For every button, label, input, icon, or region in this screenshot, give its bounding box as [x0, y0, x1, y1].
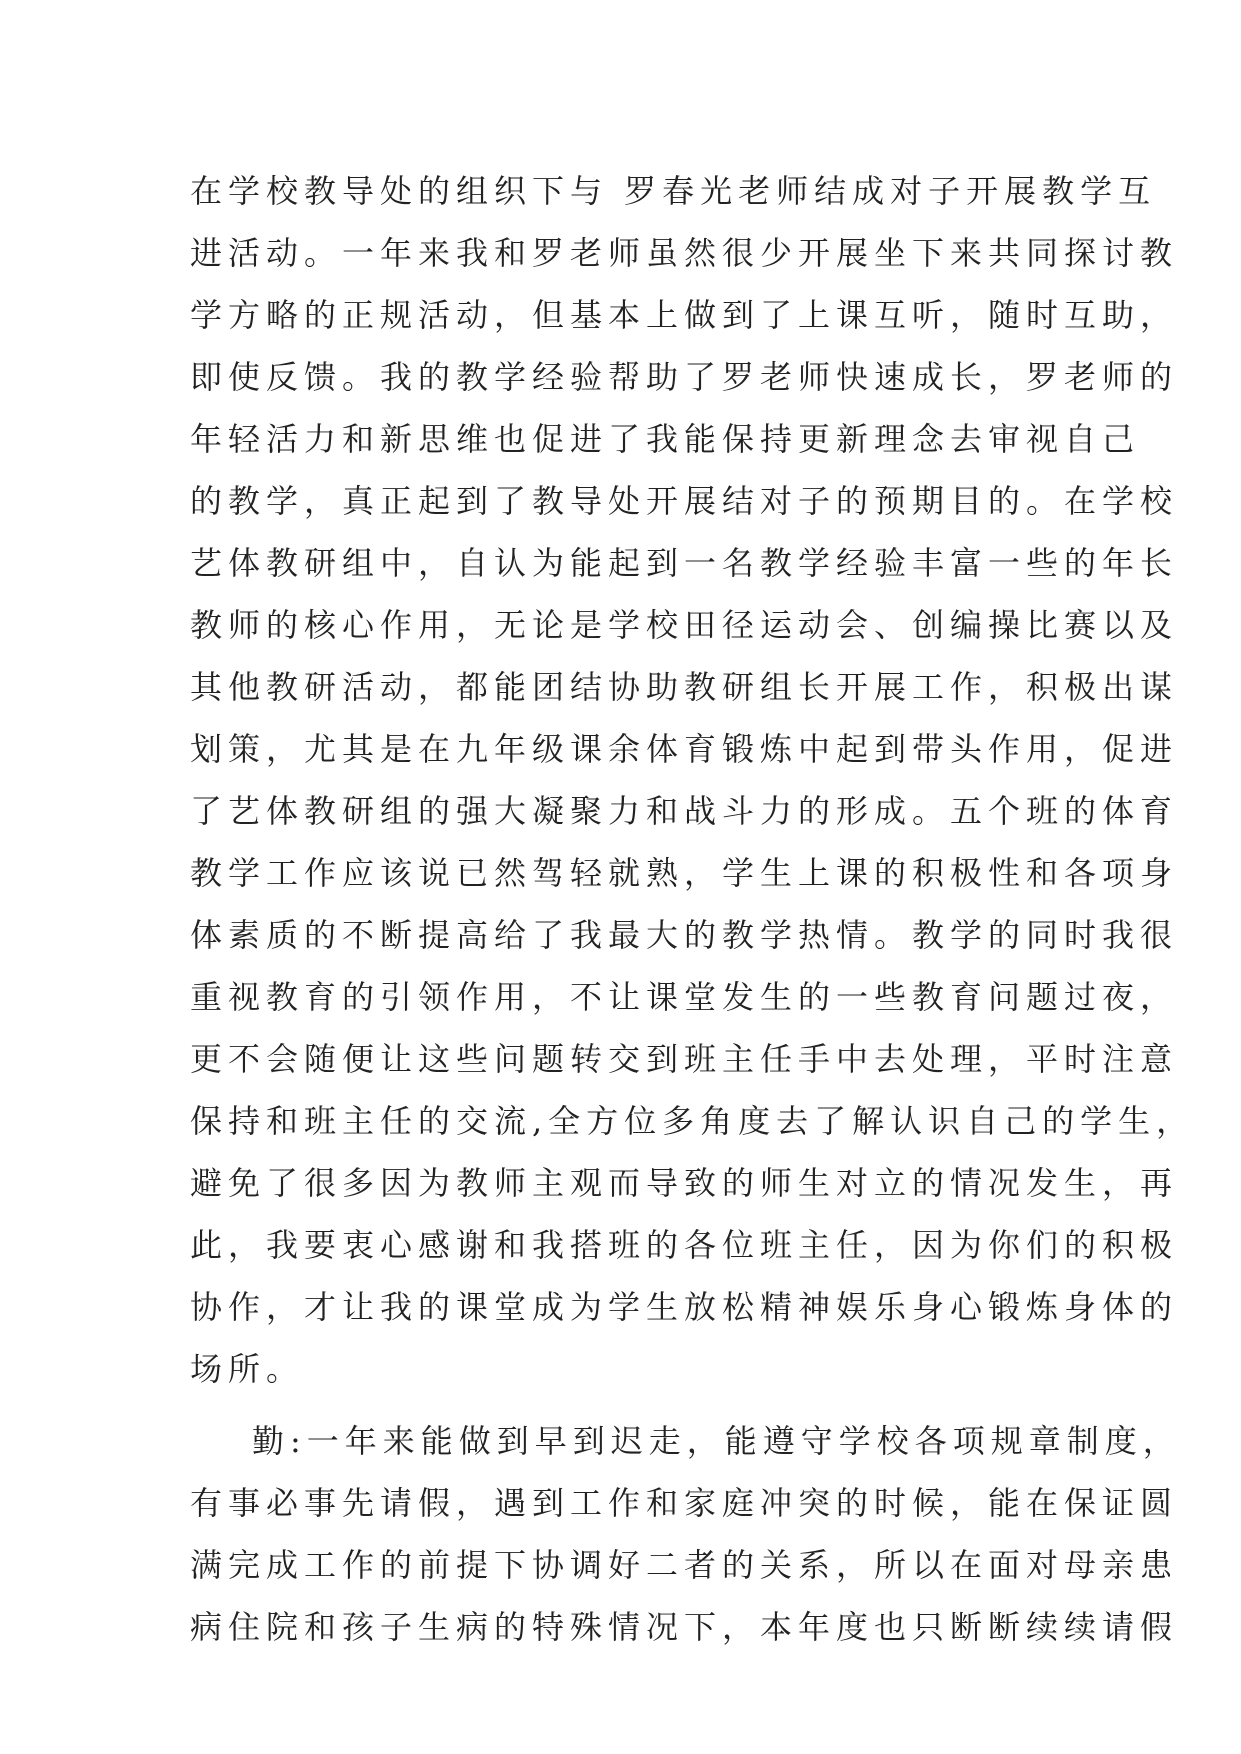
text-line: 教学工作应该说已然驾轻就熟，学生上课的积极性和各项身 — [190, 854, 1179, 892]
text-line: 学方略的正规活动，但基本上做到了上课互听，随时互助， — [190, 296, 1179, 334]
text-line: 进活动。一年来我和罗老师虽然很少开展坐下来共同探讨教 — [190, 234, 1179, 272]
text-line: 艺体教研组中，自认为能起到一名教学经验丰富一些的年长 — [190, 544, 1179, 582]
text-line: 划策，尤其是在九年级课余体育锻炼中起到带头作用，促进 — [190, 730, 1179, 768]
text-line: 更不会随便让这些问题转交到班主任手中去处理，平时注意 — [190, 1040, 1179, 1078]
paragraph-2 — [190, 1410, 1181, 1658]
paragraph-1 — [190, 160, 1195, 1400]
text-line: 场所。 — [190, 1350, 305, 1388]
text-line: 保持和班主任的交流,全方位多角度去了解认识自己的学生， — [190, 1102, 1195, 1140]
text-line: 了艺体教研组的强大凝聚力和战斗力的形成。五个班的体育 — [190, 792, 1179, 830]
text-line: 满完成工作的前提下协调好二者的关系，所以在面对母亲患 — [190, 1546, 1179, 1584]
text-line: 协作，才让我的课堂成为学生放松精神娱乐身心锻炼身体的 — [190, 1288, 1179, 1326]
text-line: 病住院和孩子生病的特殊情况下，本年度也只断断续续请假 — [190, 1608, 1179, 1646]
text-line: 避免了很多因为教师主观而导致的师生对立的情况发生，再 — [190, 1164, 1179, 1202]
text-line: 此，我要衷心感谢和我搭班的各位班主任，因为你们的积极 — [190, 1226, 1179, 1264]
document-body — [190, 160, 1195, 1658]
text-line: 勤:一年来能做到早到迟走，能遵守学校各项规章制度， — [252, 1422, 1181, 1460]
text-line: 年轻活力和新思维也促进了我能保持更新理念去审视自己 — [190, 420, 1141, 458]
text-line: 其他教研活动，都能团结协助教研组长开展工作，积极出谋 — [190, 668, 1179, 706]
text-line: 即使反馈。我的教学经验帮助了罗老师快速成长，罗老师的 — [190, 358, 1179, 396]
paragraph-spacer — [190, 1400, 1070, 1410]
text-line: 教师的核心作用，无论是学校田径运动会、创编操比赛以及 — [190, 606, 1179, 644]
text-line: 有事必事先请假，遇到工作和家庭冲突的时候，能在保证圆 — [190, 1484, 1179, 1522]
text-line: 体素质的不断提高给了我最大的教学热情。教学的同时我很 — [190, 916, 1179, 954]
text-line: 在学校教导处的组织下与 罗春光老师结成对子开展教学互 — [190, 172, 1157, 210]
text-line: 的教学，真正起到了教导处开展结对子的预期目的。在学校 — [190, 482, 1179, 520]
text-line: 重视教育的引领作用，不让课堂发生的一些教育问题过夜， — [190, 978, 1179, 1016]
